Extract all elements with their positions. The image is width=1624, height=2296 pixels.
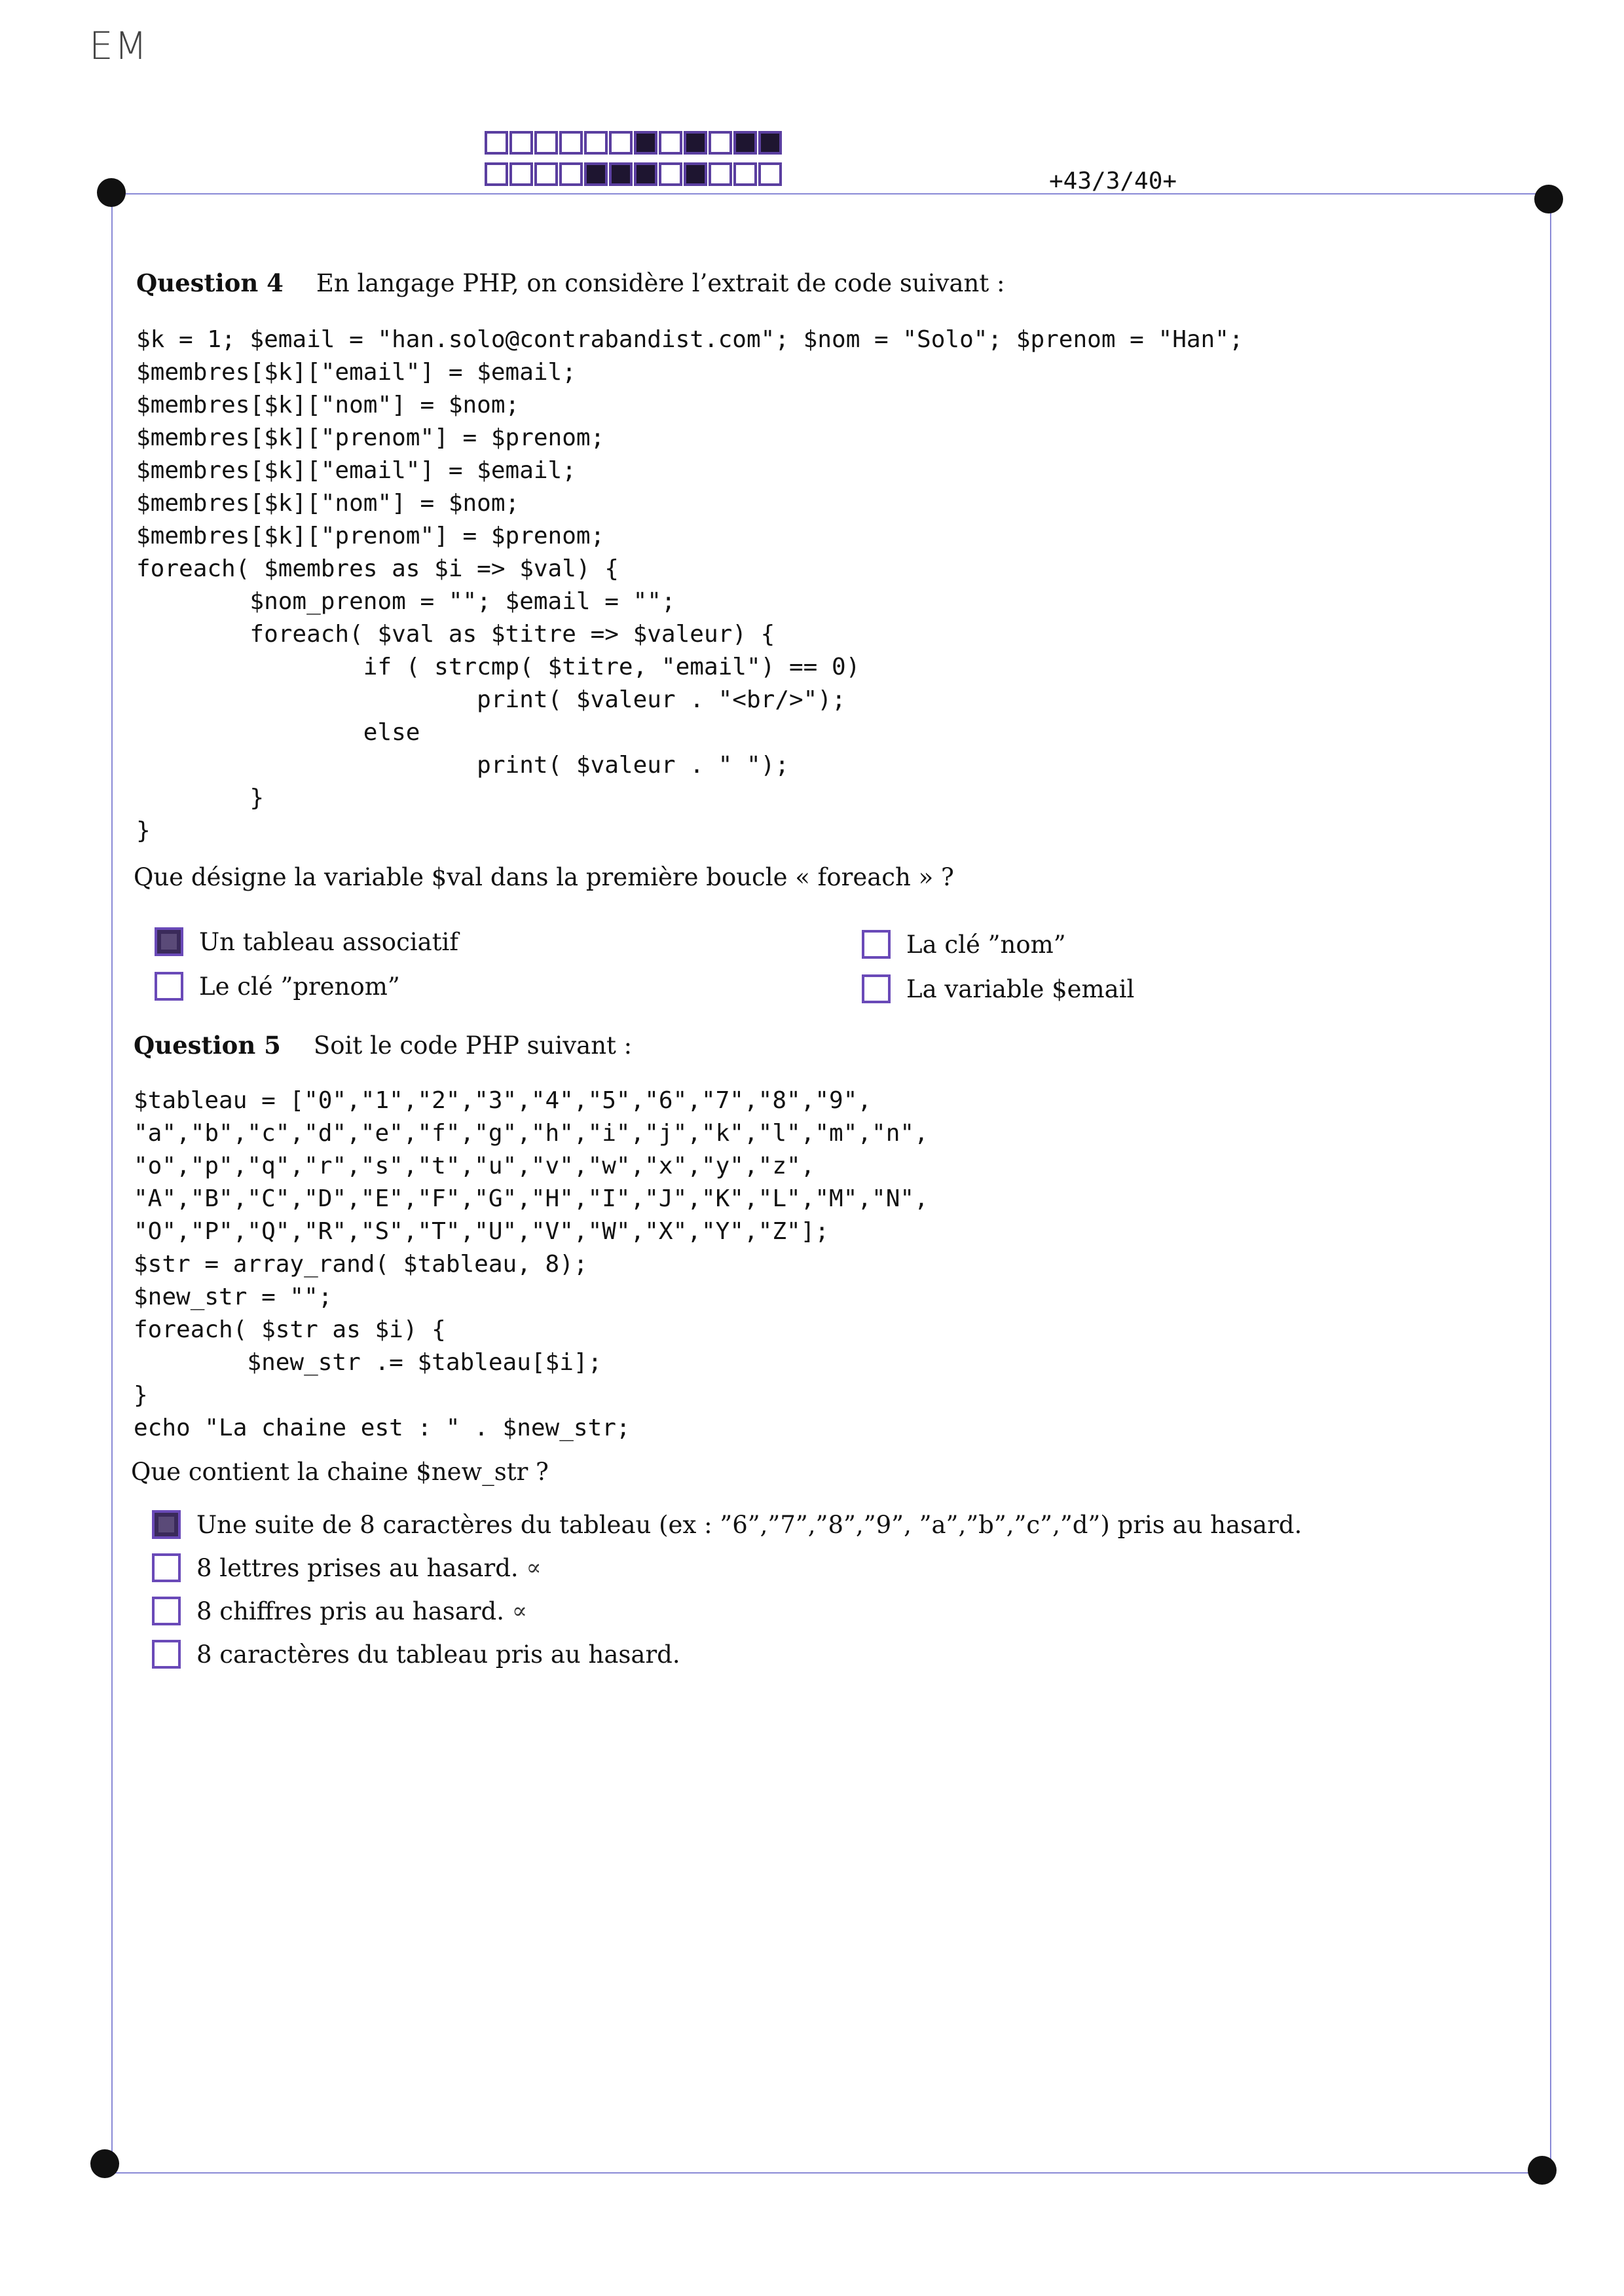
question-4-header xyxy=(136,268,1005,297)
code-cell xyxy=(659,131,682,155)
question-5-header xyxy=(134,1031,632,1060)
code-cell xyxy=(485,162,508,186)
question-4-code: $k = 1; $email = "han.solo@contrabandist.com"; $nom = "Solo"; $prenom = "Han"; $membres[$k]["email"] = $email; $membres[$k]["nom"] = $nom; $membres[$k]["prenom"] = $prenom; $membres[$k]["email"] = $email; $membres[$k]["nom"] = $nom; $membres[$k]["prenom"] = $prenom; foreach( $membres as $i => $val) { $nom_prenom = ""; $email = ""; foreach( $val as $titre => $valeur) { if ( strcmp( $titre, "email") == 0) print( $valeur . "<br/>"); else print( $valeur . " "); } } xyxy=(136,326,1244,844)
code-cell xyxy=(709,162,732,186)
corner-marker-bottom-left xyxy=(90,2149,119,2178)
q5-option-3-checkbox[interactable] xyxy=(152,1597,181,1625)
code-cell xyxy=(509,162,533,186)
code-cell xyxy=(609,131,633,155)
page-id: +43/3/40+ xyxy=(1049,168,1177,194)
code-cell xyxy=(485,131,508,155)
q4-option-4-label: La variable $email xyxy=(906,974,1135,1003)
q5-option-1-checkbox[interactable] xyxy=(152,1510,181,1539)
q5-option-3-handwritten-mark: ∝ xyxy=(511,1598,527,1624)
q4-option-2-label: Le clé ”prenom” xyxy=(199,972,400,1001)
code-cell xyxy=(659,162,682,186)
q4-option-4-checkbox[interactable] xyxy=(862,974,891,1003)
q5-option-3[interactable] xyxy=(152,1597,527,1625)
code-cell xyxy=(559,162,583,186)
code-cell xyxy=(733,131,757,155)
question-5-label: Question 5 xyxy=(134,1031,281,1060)
code-cell xyxy=(758,131,782,155)
q4-option-1-label: Un tableau associatif xyxy=(199,927,459,956)
code-cell xyxy=(684,162,707,186)
q4-option-3-label: La clé ”nom” xyxy=(906,930,1066,959)
code-cell xyxy=(559,131,583,155)
q5-option-1[interactable] xyxy=(152,1510,1302,1539)
handwritten-initials: EM xyxy=(89,24,149,68)
code-cell xyxy=(534,131,558,155)
question-5-code: $tableau = ["0","1","2","3","4","5","6","7","8","9", "a","b","c","d","e","f","g","h","i","j","k","l","m","n", "o","p","q","r","s","t","u","v","w","x","y","z", "A","B","C","D","E","F","G","H","I","J","K","L","M","N", "O","P","Q","R","S","T","U","V","W","X","Y","Z"]; $str = array_rand( $tableau, 8); $new_str = ""; foreach( $str as $i) { $new_str .= $tableau[$i]; } echo "La chaine est : " . $new_str; xyxy=(134,1087,929,1441)
q5-option-1-label: Une suite de 8 caractères du tableau (ex : ”6”,”7”,”8”,”9”, ”a”,”b”,”c”,”d”) pris au hasard. xyxy=(196,1510,1302,1539)
page-code-row-1 xyxy=(485,131,783,155)
question-5-text: Que contient la chaine $new_str ? xyxy=(131,1458,549,1486)
question-5-prompt: Soit le code PHP suivant : xyxy=(313,1031,633,1060)
corner-marker-top-left xyxy=(97,178,126,207)
q5-option-3-label: 8 chiffres pris au hasard. xyxy=(196,1597,504,1625)
code-cell xyxy=(634,162,657,186)
q4-option-2[interactable] xyxy=(155,972,400,1001)
q4-option-3[interactable] xyxy=(862,930,1066,959)
code-cell xyxy=(584,162,608,186)
code-cell xyxy=(684,131,707,155)
q5-option-2-checkbox[interactable] xyxy=(152,1553,181,1582)
q5-option-4-label: 8 caractères du tableau pris au hasard. xyxy=(196,1640,680,1669)
q4-option-2-checkbox[interactable] xyxy=(155,972,183,1001)
question-4-label: Question 4 xyxy=(136,268,284,297)
code-cell xyxy=(709,131,732,155)
question-4-prompt: En langage PHP, on considère l’extrait de code suivant : xyxy=(316,269,1005,297)
q4-option-1[interactable] xyxy=(155,927,458,956)
q5-option-4[interactable] xyxy=(152,1640,680,1669)
code-cell xyxy=(609,162,633,186)
code-cell xyxy=(733,162,757,186)
code-cell xyxy=(758,162,782,186)
q5-option-2-label: 8 lettres prises au hasard. xyxy=(196,1553,519,1582)
q5-option-2-handwritten-mark: ∝ xyxy=(526,1555,542,1581)
page-code-row-2 xyxy=(485,162,783,186)
corner-marker-top-right xyxy=(1534,185,1563,213)
q4-option-4[interactable] xyxy=(862,974,1134,1003)
code-cell xyxy=(509,131,533,155)
q5-option-4-checkbox[interactable] xyxy=(152,1640,181,1669)
q4-option-1-checkbox[interactable] xyxy=(155,927,183,956)
code-cell xyxy=(584,131,608,155)
question-4-text: Que désigne la variable $val dans la première boucle « foreach » ? xyxy=(134,863,954,891)
code-cell xyxy=(634,131,657,155)
q4-option-3-checkbox[interactable] xyxy=(862,930,891,959)
q5-option-2[interactable] xyxy=(152,1553,542,1582)
corner-marker-bottom-right xyxy=(1528,2156,1557,2185)
code-cell xyxy=(534,162,558,186)
